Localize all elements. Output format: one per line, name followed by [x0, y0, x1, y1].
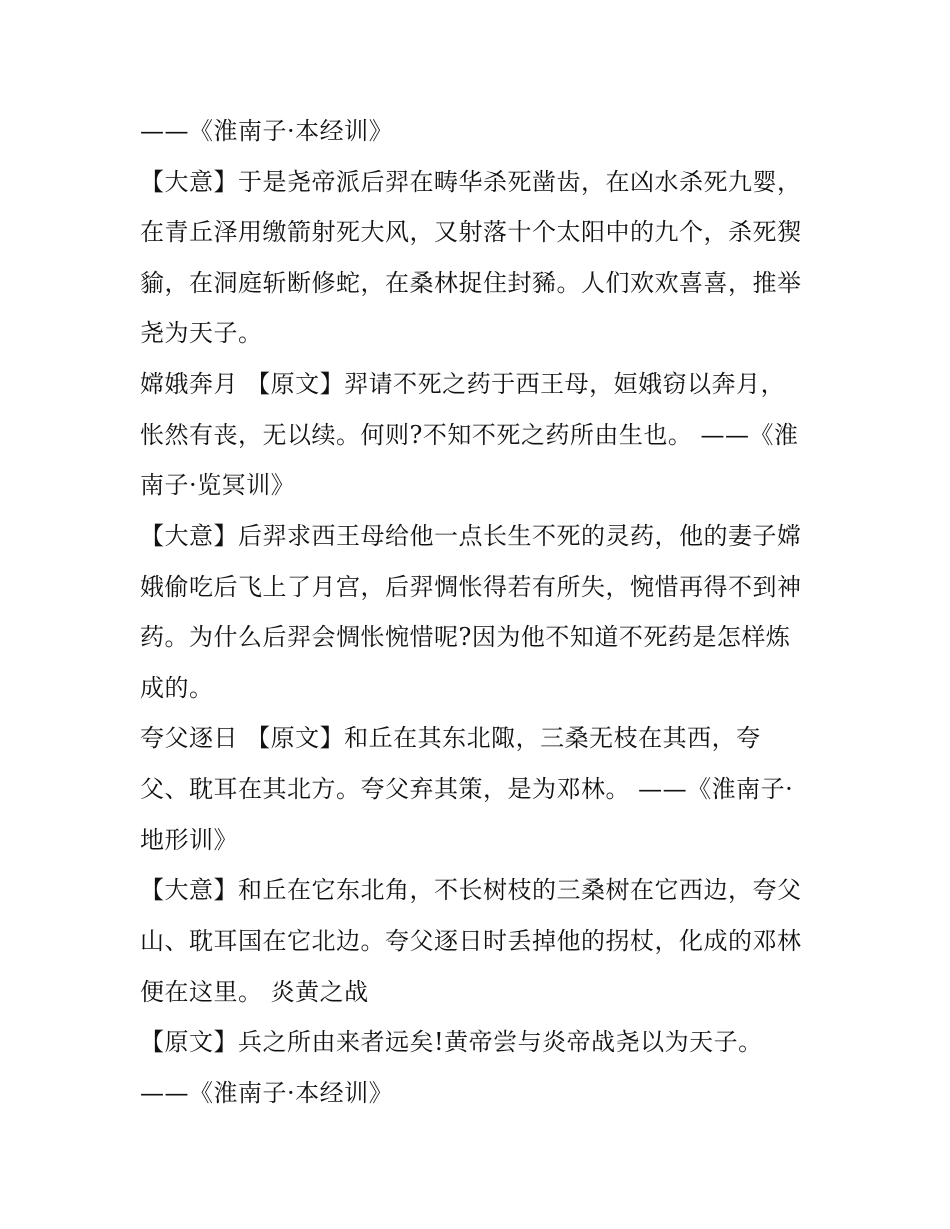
- text-line: 嫦娥奔月 【原文】羿请不死之药于西王母，姮娥窃以奔月，: [140, 370, 786, 398]
- text-line: 在青丘泽用缴箭射死大风，又射落十个太阳中的九个，杀死猰: [140, 218, 802, 246]
- text-line: 夸父逐日 【原文】和丘在其东北陬，三桑无枝在其西，夸: [140, 724, 761, 752]
- text-line: 【原文】兵之所由来者远矣!黄帝尝与炎帝战尧以为天子。: [140, 1028, 763, 1056]
- text-line: 娥偷吃后飞上了月宫，后羿惆怅得若有所失，惋惜再得不到神: [140, 573, 802, 601]
- text-line: 南子·览冥训》: [140, 471, 296, 499]
- text-line: 【大意】和丘在它东北角，不长树枝的三桑树在它西边，夸父: [140, 876, 802, 904]
- text-line: 地形训》: [140, 826, 238, 854]
- text-line: 父、耽耳在其北方。夸父弃其策，是为邓林。 ——《淮南子·: [140, 775, 794, 803]
- text-line: ——《淮南子·本经训》: [140, 1079, 394, 1107]
- text-line: 尧为天子。: [140, 319, 263, 347]
- text-line: 【大意】于是尧帝派后羿在畴华杀死凿齿，在凶水杀死九婴，: [140, 168, 802, 196]
- text-line: 成的。: [140, 674, 214, 702]
- text-line: 【大意】后羿求西王母给他一点长生不死的灵药，他的妻子嫦: [140, 522, 802, 550]
- text-line: 药。为什么后羿会惆怅惋惜呢?因为他不知道不死药是怎样炼: [140, 623, 791, 651]
- text-line: 山、耽耳国在它北边。夸父逐日时丢掉他的拐杖，化成的邓林: [140, 927, 802, 955]
- text-line: 怅然有丧，无以续。何则?不知不死之药所由生也。 ——《淮: [140, 421, 799, 449]
- text-line: ——《淮南子·本经训》: [140, 117, 394, 145]
- text-line: 便在这里。 炎黄之战: [140, 978, 369, 1006]
- text-line: 貐，在洞庭斩断修蛇，在桑林捉住封豨。人们欢欢喜喜，推举: [140, 269, 802, 297]
